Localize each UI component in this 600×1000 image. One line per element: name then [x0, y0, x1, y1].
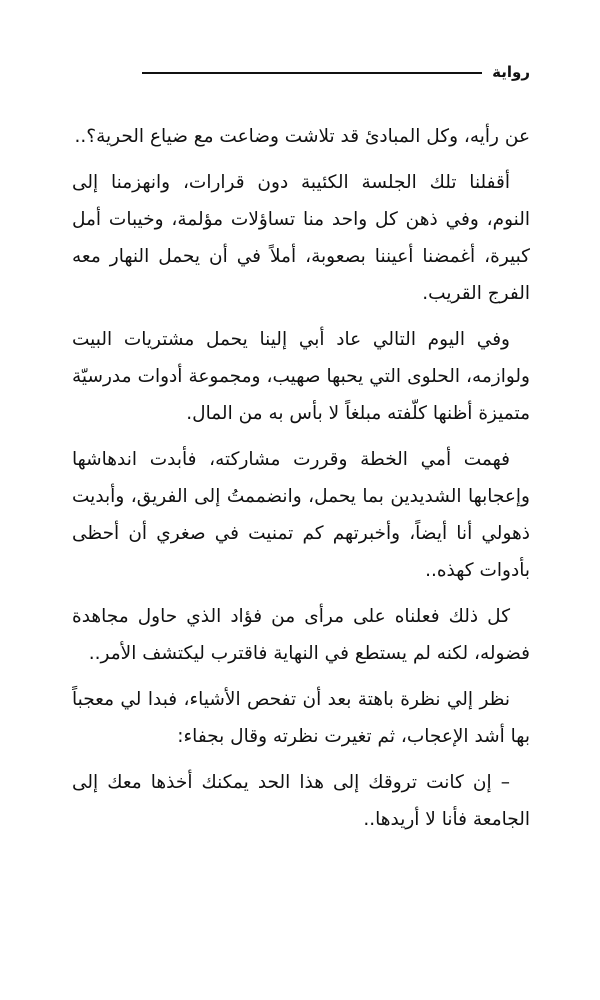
- paragraph-5: كل ذلك فعلناه على مرأى من فؤاد الذي حاول مجاهدة فضوله، لكنه لم يستطع في النهاية فاقترب ليكتشف الأمر..: [72, 606, 530, 664]
- paragraph-3: وفي اليوم التالي عاد أبي إلينا يحمل مشتريات البيت ولوازمه، الحلوى التي يحبها صهيب، ومجموعة أدوات مدرسيّة متميزة أظنها كلّفته مبلغاً لا بأس به من المال.: [72, 329, 530, 424]
- body-text: [72, 118, 530, 847]
- paragraph-2: أقفلنا تلك الجلسة الكئيبة دون قرارات، وانهزمنا إلى النوم، وفي ذهن كل واحد منا تساؤلات مؤلمة، وخيبات أمل كبيرة، أغمضنا أعيننا بصعوبة، أملاً في أن يحمل النهار معه الفرج القريب.: [72, 172, 530, 304]
- header-rule: [142, 72, 482, 74]
- running-header: [70, 55, 530, 89]
- paragraph-6: نظر إلي نظرة باهتة بعد أن تفحص الأشياء، فبدا لي معجباً بها أشد الإعجاب، ثم تغيرت نظرته وقال بجفاء:: [72, 689, 530, 747]
- paragraph-7: – إن كانت تروقك إلى هذا الحد يمكنك أخذها معك إلى الجامعة فأنا لا أريدها..: [72, 772, 530, 830]
- paragraph-4: فهمت أمي الخطة وقررت مشاركته، فأبدت اندهاشها وإعجابها الشديدين بما يحمل، وانضممتُ إلى الفريق، وأبديت ذهولي أنا أيضاً، وأخبرتهم كم تمنيت في صغري أن أحظى بأدوات كهذه..: [72, 449, 530, 581]
- paragraph-1: عن رأيه، وكل المبادئ قد تلاشت وضاعت مع ضياع الحرية؟..: [74, 126, 530, 147]
- running-header-title: رواية: [492, 62, 530, 81]
